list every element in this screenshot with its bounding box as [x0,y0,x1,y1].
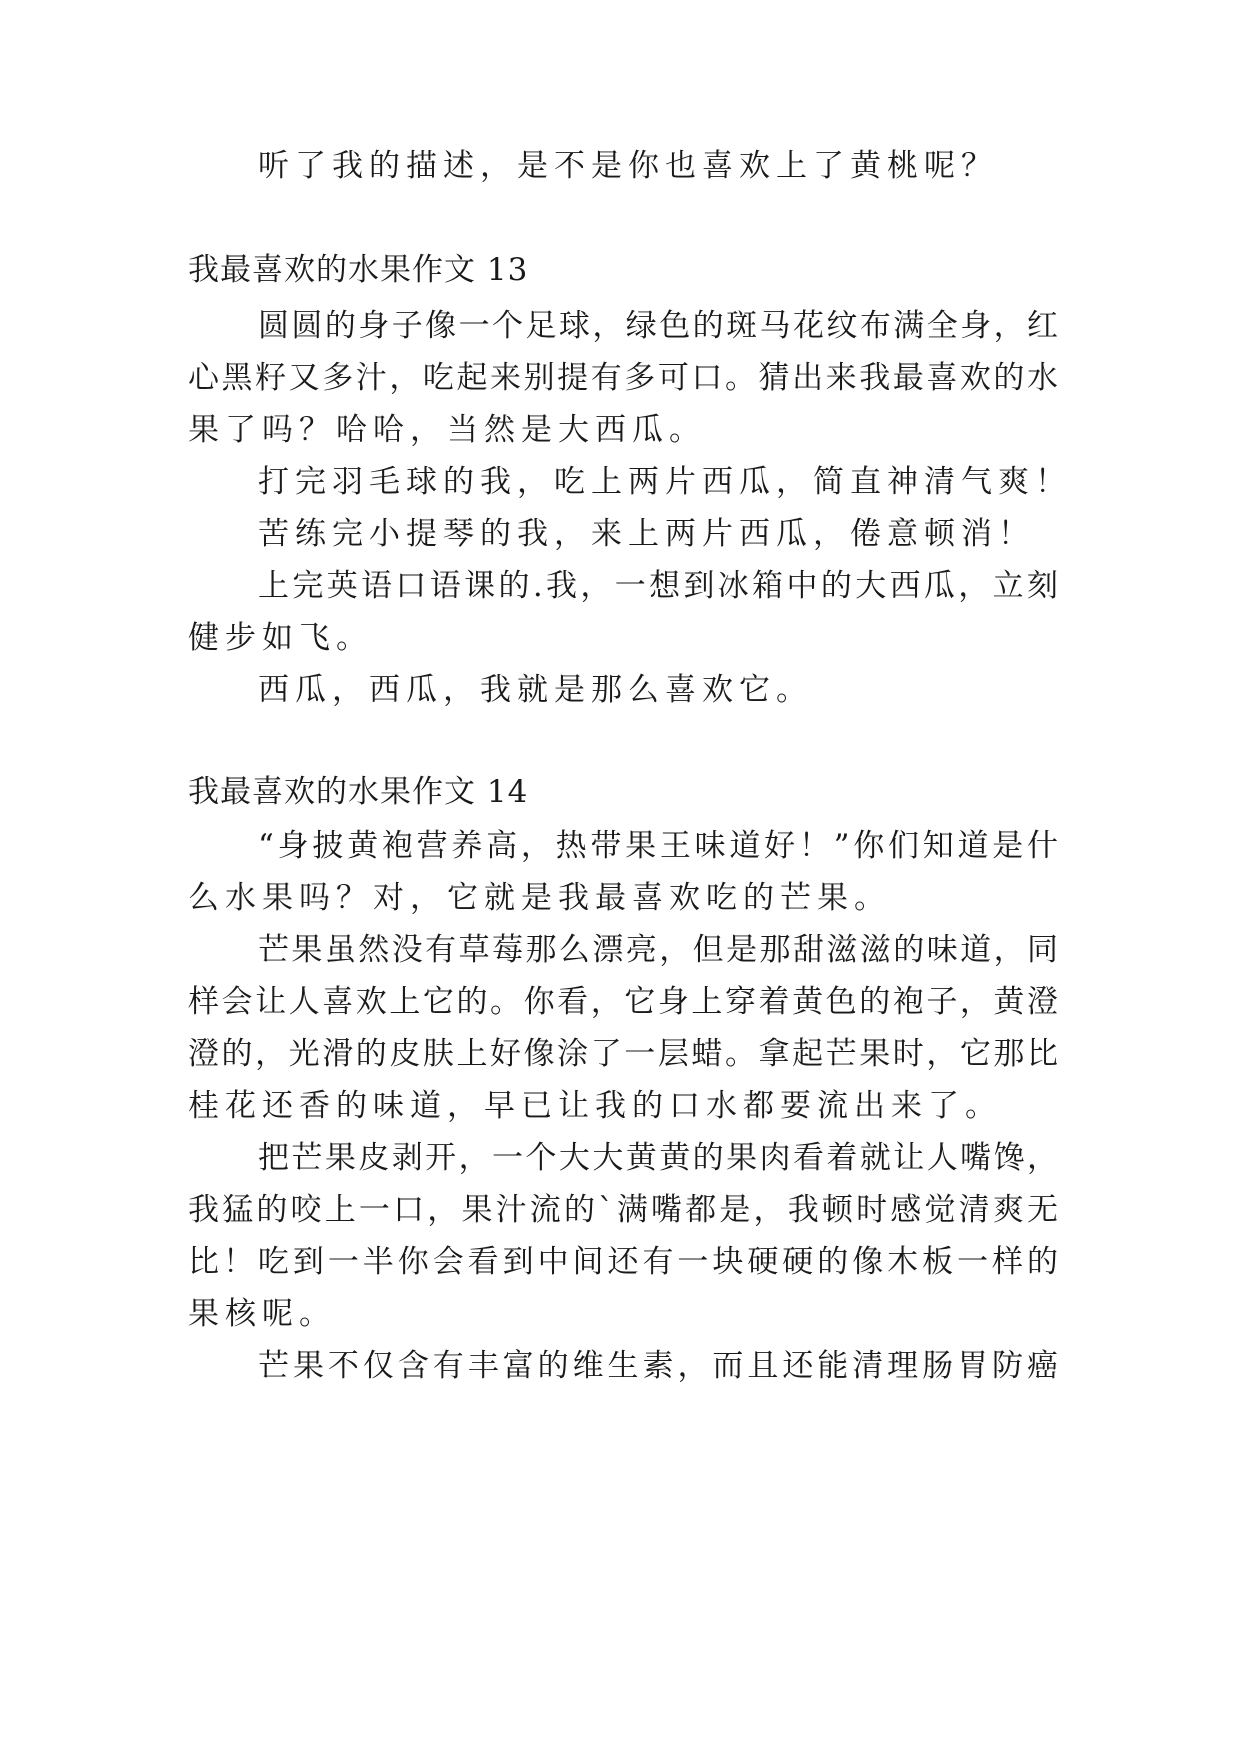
paragraph-line: 西瓜，西瓜，我就是那么喜欢它。 [258,672,813,708]
paragraph-line: 比！吃到一半你会看到中间还有一块硬硬的像木板一样的 [188,1244,1058,1280]
paragraph-line: 把芒果皮剥开，一个大大黄黄的果肉看着就让人嘴馋， [258,1140,1058,1176]
paragraph-line: 么水果吗？对，它就是我最喜欢吃的芒果。 [188,880,891,916]
paragraph-line: 上完英语口语课的.我，一想到冰箱中的大西瓜，立刻 [258,568,1058,604]
section-heading: 我最喜欢的水果作文 13 [188,252,529,288]
paragraph-line: 澄的，光滑的皮肤上好像涂了一层蜡。拿起芒果时，它那比 [188,1036,1058,1072]
paragraph-line: 果核呢。 [188,1296,336,1332]
paragraph-line: 桂花还香的味道，早已让我的口水都要流出来了。 [188,1088,1002,1124]
paragraph-line: 打完羽毛球的我，吃上两片西瓜，简直神清气爽！ [258,464,1072,500]
paragraph-line: 苦练完小提琴的我，来上两片西瓜，倦意顿消！ [258,516,1035,552]
paragraph-line: “身披黄袍营养高，热带果王味道好！”你们知道是什 [258,828,1058,864]
paragraph-line: 芒果不仅含有丰富的维生素，而且还能清理肠胃防癌 [258,1348,1058,1384]
paragraph-line: 圆圆的身子像一个足球，绿色的斑马花纹布满全身，红 [258,308,1058,344]
paragraph-line: 我猛的咬上一口，果汁流的`满嘴都是，我顿时感觉清爽无 [188,1192,1058,1228]
paragraph-line: 心黑籽又多汁，吃起来别提有多可口。猜出来我最喜欢的水 [188,360,1058,396]
paragraph-line: 健步如飞。 [188,620,373,656]
paragraph-line: 样会让人喜欢上它的。你看，它身上穿着黄色的袍子，黄澄 [188,984,1058,1020]
section-heading: 我最喜欢的水果作文 14 [188,774,529,810]
paragraph-line: 果了吗？哈哈，当然是大西瓜。 [188,412,706,448]
paragraph-line: 芒果虽然没有草莓那么漂亮，但是那甜滋滋的味道，同 [258,932,1058,968]
paragraph-line: 听了我的描述，是不是你也喜欢上了黄桃呢？ [258,148,998,184]
